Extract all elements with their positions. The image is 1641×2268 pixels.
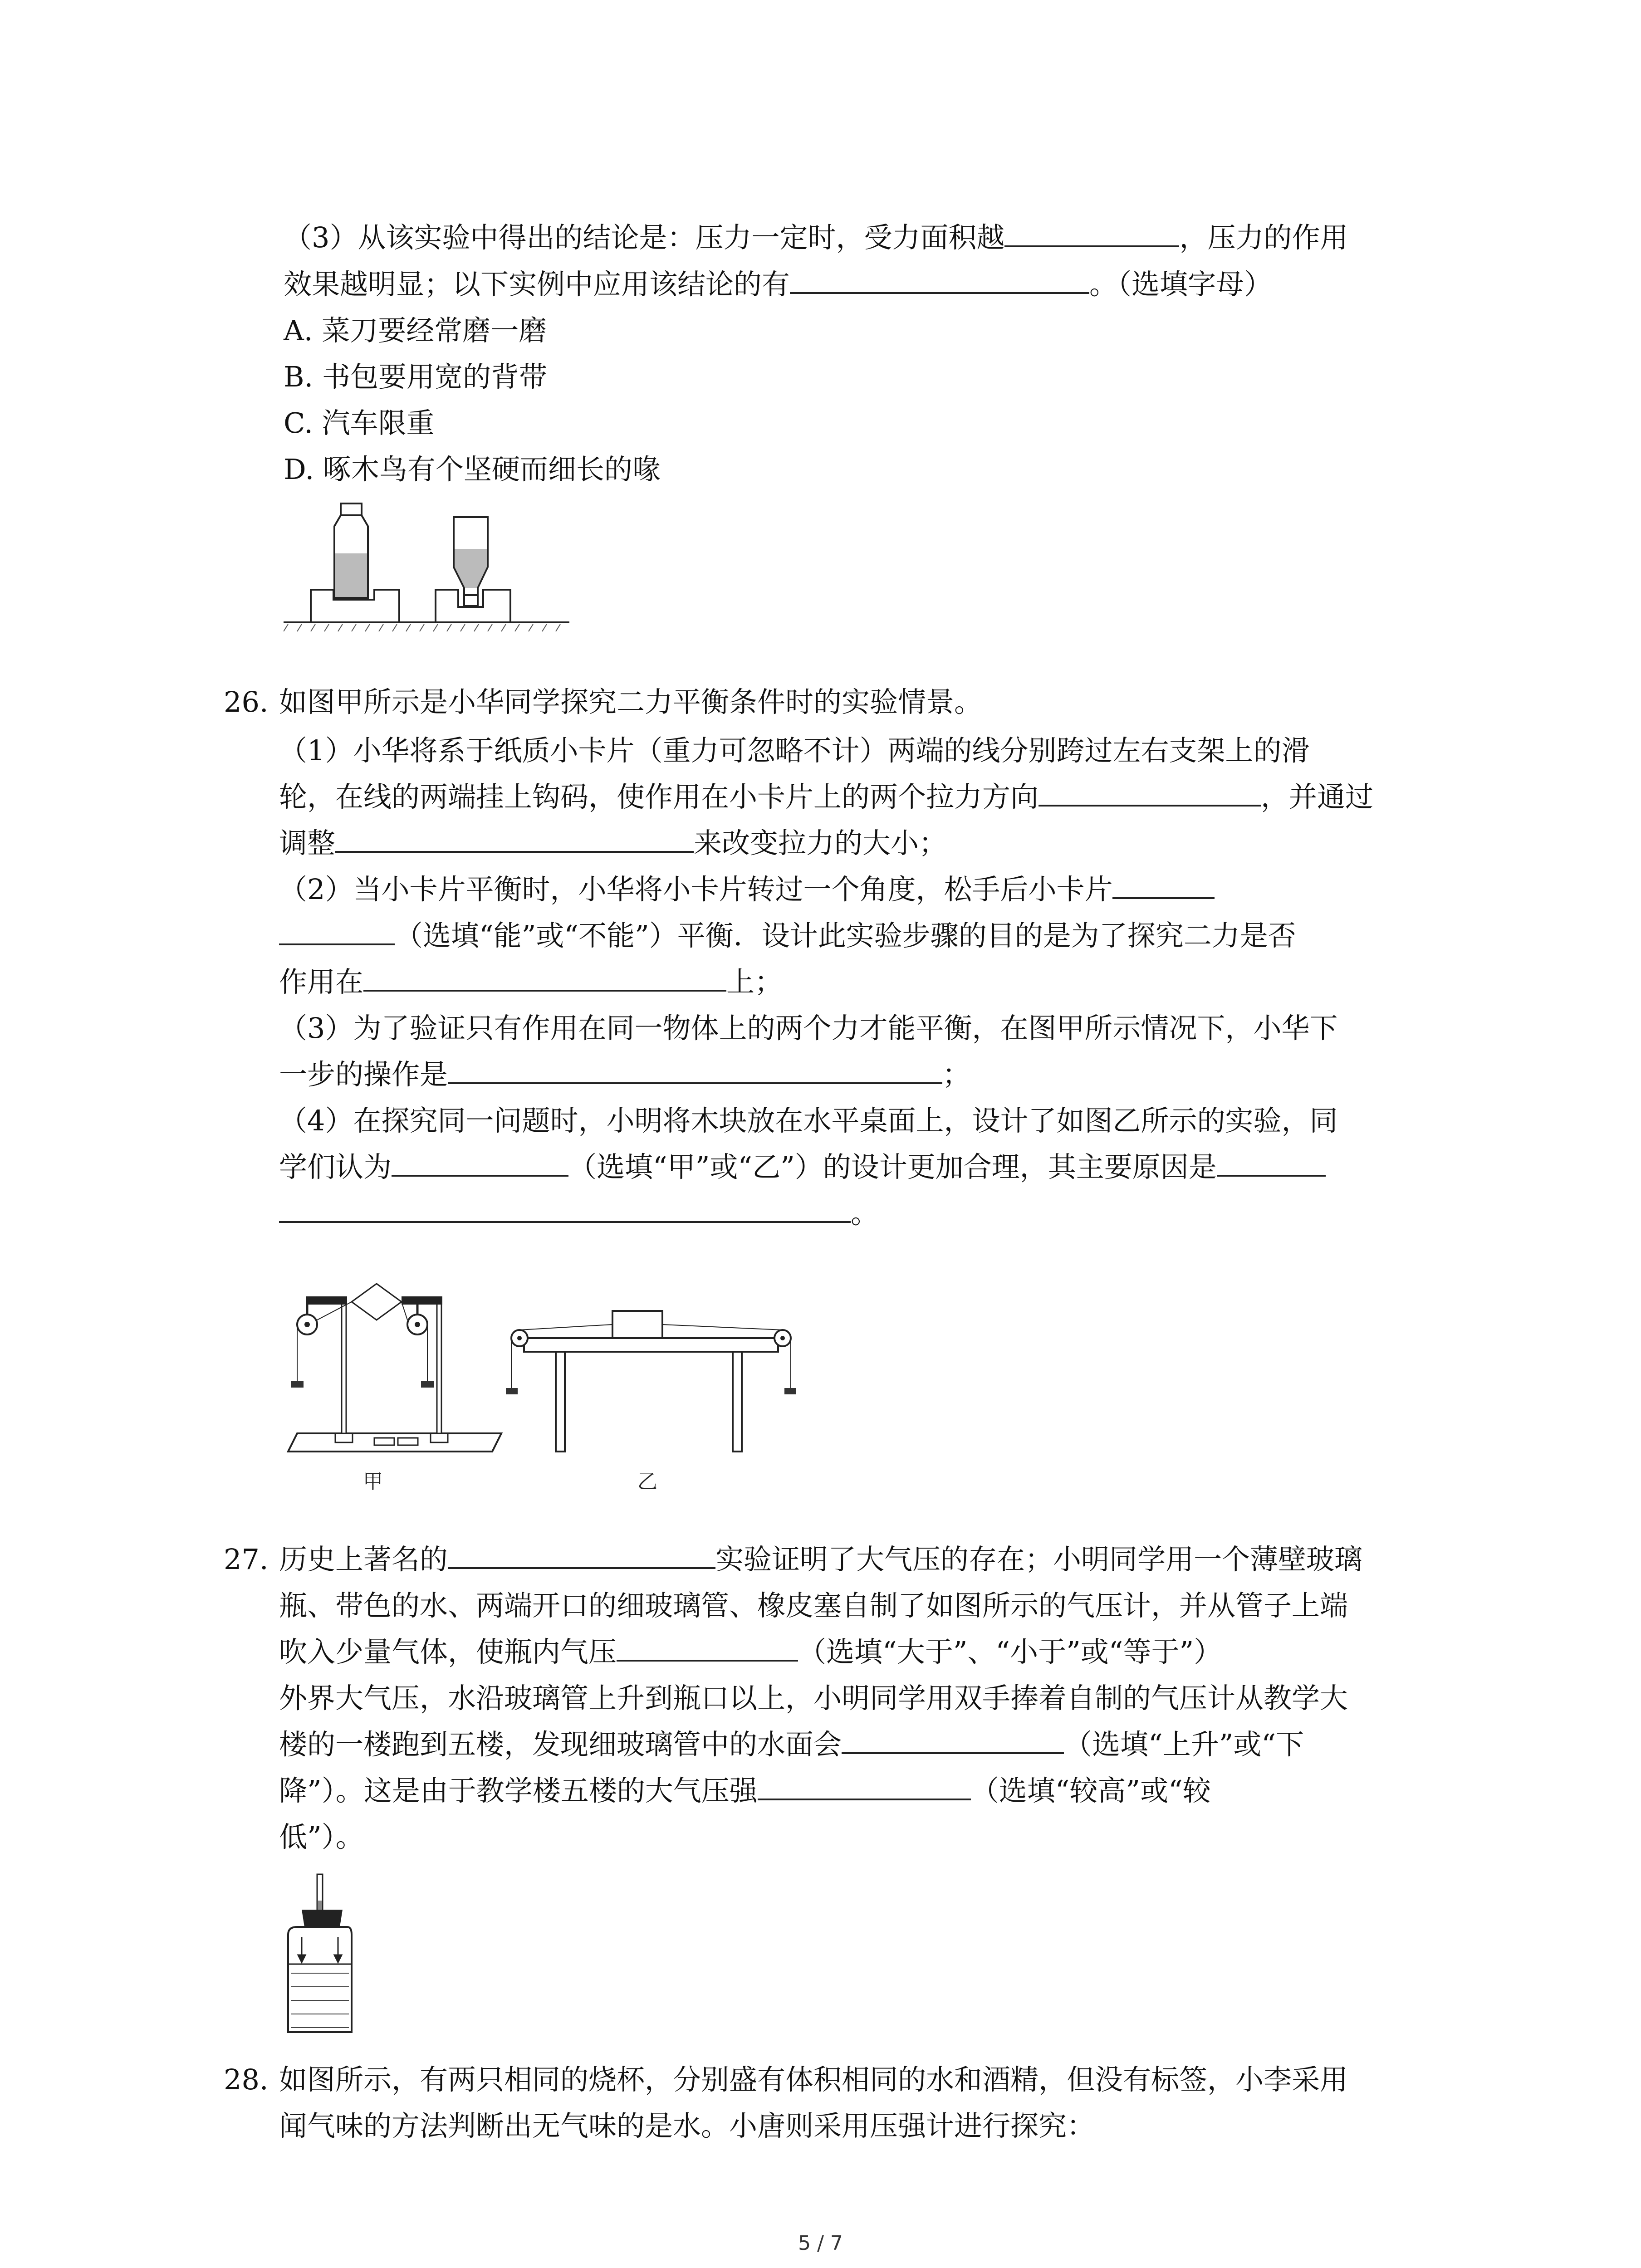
q27-line6 (279, 1773, 1211, 1809)
page-number: 5 / 7 (798, 2232, 843, 2255)
q26-p2-text-c: 作用在 (279, 965, 364, 998)
q26-answer-blank-3b[interactable] (279, 920, 395, 945)
q25-option-a: A. 菜刀要经常磨一磨 (284, 314, 547, 347)
q26-p3-line2 (279, 1056, 970, 1093)
q27-text-l3a: 吹入少量气体，使瓶内气压 (279, 1635, 617, 1668)
q27-answer-blank-3[interactable] (842, 1729, 1064, 1754)
q25-answer-blank-2[interactable] (790, 269, 1089, 294)
q27-line4: 外界大气压，水沿玻璃管上升到瓶口以上，小明同学用双手捧着自制的气压计从教学大 (279, 1681, 1348, 1715)
q26-p4-line2 (279, 1149, 1326, 1185)
q26-p1-text-e: 来改变拉力的大小； (694, 826, 947, 860)
q26-p4-text-d: 。 (851, 1197, 879, 1230)
q26-answer-blank-7b[interactable] (279, 1198, 851, 1223)
q26-p2-line3 (279, 964, 783, 1000)
q27-line5 (279, 1726, 1304, 1763)
q27-line7: 低”）。 (279, 1820, 364, 1853)
q27-answer-blank-2[interactable] (617, 1636, 798, 1662)
q27-text-l1b: 实验证明了大气压的存在；小明同学用一个薄壁玻璃 (715, 1543, 1363, 1576)
q26-p3-text-c: ； (942, 1058, 971, 1091)
q27-text-l6a: 降”）。这是由于教学楼五楼的大气压强 (279, 1774, 758, 1807)
q27-number: 27. (224, 1543, 269, 1576)
q26-answer-blank-2[interactable] (335, 827, 694, 853)
q27-text-l3b: （选填“大于”、“小于”或“等于”） (798, 1635, 1222, 1668)
q25-part3-line2 (284, 266, 1272, 303)
q27-text-l5a: 楼的一楼跑到五楼，发现细玻璃管中的水面会 (279, 1728, 842, 1761)
q26-number: 26. (224, 685, 269, 719)
q27-barometer-figure (279, 1873, 365, 2037)
q26-p2-text-d: 上； (726, 965, 783, 998)
q26-answer-blank-4[interactable] (363, 966, 726, 992)
q26-p2-text-b: （选填“能”或“不能”）平衡．设计此实验步骤的目的是为了探究二力是否 (395, 919, 1296, 952)
q27-line1 (279, 1541, 1362, 1578)
q27-answer-blank-1[interactable] (448, 1544, 715, 1569)
q26-p4-line3 (279, 1195, 879, 1232)
q25-part3-text-a: （3）从该实验中得出的结论是：压力一定时，受力面积越 (284, 221, 1005, 254)
q26-figure-jia-caption: 甲 (363, 1470, 383, 1493)
q25-part3-text-d: 。（选填字母） (1089, 268, 1273, 301)
q26-figure-yi-caption: 乙 (637, 1470, 657, 1493)
q26-p1-line3 (279, 825, 947, 861)
q26-p3-line1: （3）为了验证只有作用在同一物体上的两个力才能平衡，在图甲所示情况下，小华下 (279, 1012, 1338, 1045)
q27-line3 (279, 1634, 1222, 1670)
q27-text-l6b: （选填“较高”或“较 (970, 1774, 1211, 1807)
q26-p4-text-c: （选填“甲”或“乙”）的设计更加合理，其主要原因是 (568, 1150, 1217, 1183)
q26-p1-line2 (279, 779, 1373, 815)
q28-number: 28. (224, 2063, 269, 2096)
q26-answer-blank-6[interactable] (392, 1151, 568, 1177)
q26-stem: 如图甲所示是小华同学探究二力平衡条件时的实验情景。 (279, 685, 983, 719)
q25-answer-blank-1[interactable] (1004, 222, 1179, 247)
q26-p2-text-a: （2）当小卡片平衡时，小华将小卡片转过一个角度，松手后小卡片 (279, 873, 1113, 906)
q27-text-l1a: 历史上著名的 (279, 1543, 448, 1576)
q26-figure-jia (279, 1275, 506, 1465)
q26-figure-yi (506, 1306, 796, 1456)
q26-answer-blank-3a[interactable] (1112, 874, 1215, 899)
q26-answer-blank-1[interactable] (1038, 781, 1261, 807)
q26-p1-text-c: ，并通过 (1261, 780, 1374, 813)
q25-option-c: C. 汽车限重 (284, 406, 435, 440)
q25-part3-line1 (284, 220, 1348, 256)
q26-p1-text-d: 调整 (279, 826, 336, 860)
q26-answer-blank-7a[interactable] (1217, 1151, 1326, 1177)
q26-p1-text-b: 轮，在线的两端挂上钩码，使作用在小卡片上的两个拉力方向 (279, 780, 1039, 813)
q26-p3-text-b: 一步的操作是 (279, 1058, 448, 1091)
q28-line1: 如图所示，有两只相同的烧杯，分别盛有体积相同的水和酒精，但没有标签，小李采用 (279, 2063, 1348, 2096)
q26-answer-blank-5[interactable] (448, 1059, 942, 1084)
q25-part3-text-b: ，压力的作用 (1179, 221, 1348, 254)
q26-p1-line1: （1）小华将系于纸质小卡片（重力可忽略不计）两端的线分别跨过左右支架上的滑 (279, 734, 1310, 767)
q25-option-d: D. 啄木鸟有个坚硬而细长的喙 (284, 453, 661, 486)
q26-p4-text-b: 学们认为 (279, 1150, 392, 1183)
q27-text-l5b: （选填“上升”或“下 (1064, 1728, 1304, 1761)
q26-p2-line1 (279, 871, 1215, 908)
q27-line2: 瓶、带色的水、两端开口的细玻璃管、橡皮塞自制了如图所示的气压计，并从管子上端 (279, 1589, 1348, 1622)
q25-option-b: B. 书包要用宽的背带 (284, 360, 547, 393)
q26-p4-line1: （4）在探究同一问题时，小明将木块放在水平桌面上，设计了如图乙所示的实验，同 (279, 1104, 1338, 1137)
q28-line2: 闻气味的方法判断出无气味的是水。小唐则采用压强计进行探究： (279, 2109, 1095, 2142)
q25-part3-text-c: 效果越明显；以下实例中应用该结论的有 (284, 268, 790, 301)
q27-answer-blank-4[interactable] (758, 1775, 971, 1800)
q25-bottle-sponge-figure (284, 499, 574, 635)
q26-p2-line2 (279, 918, 1296, 954)
